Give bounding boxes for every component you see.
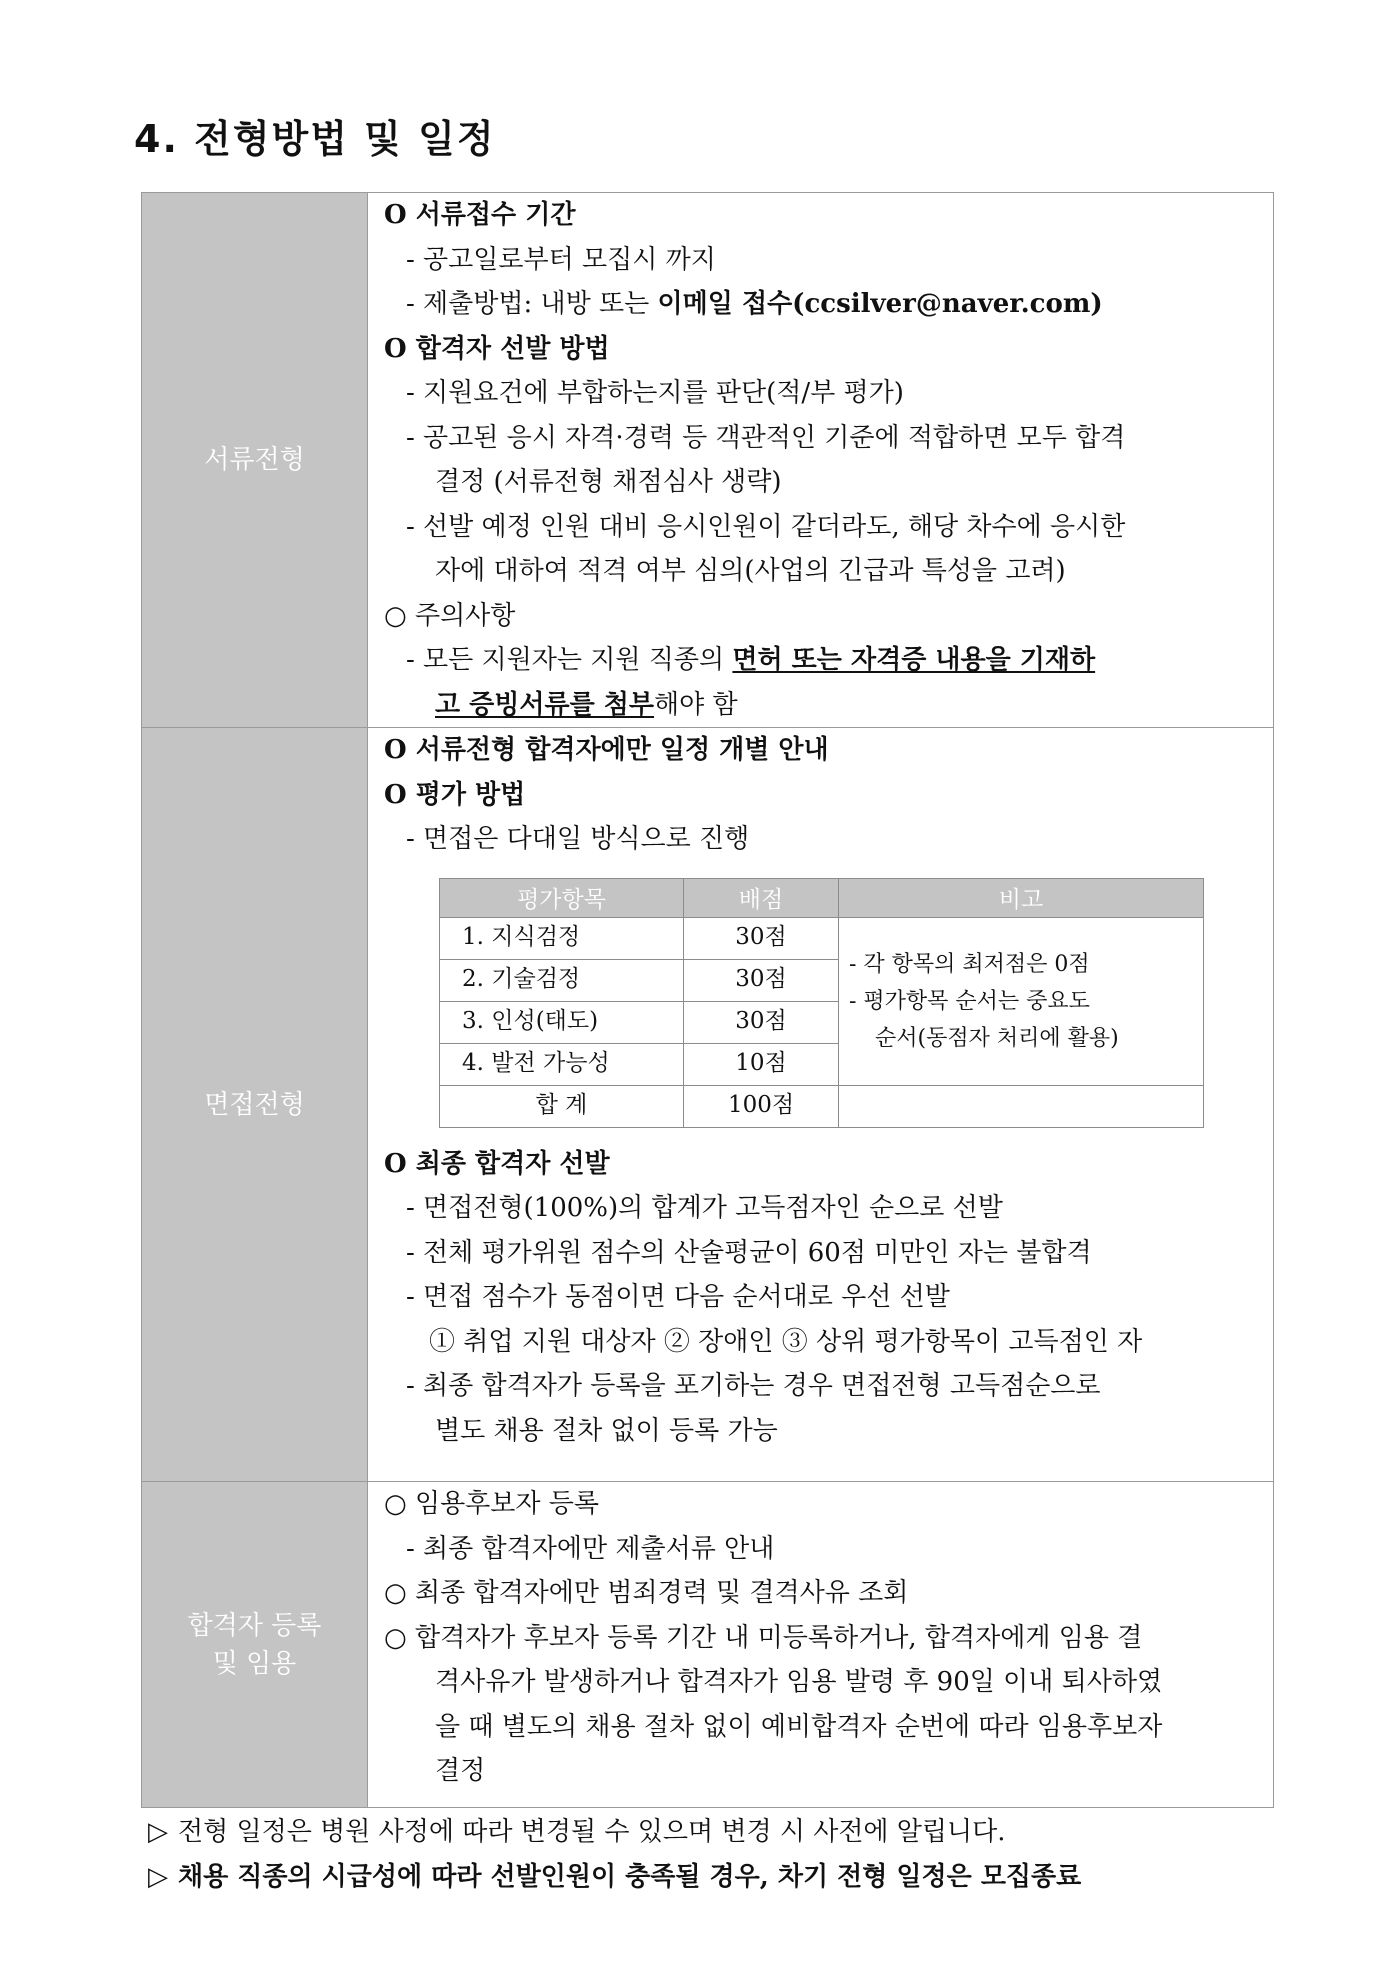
line-requirement-check: - 지원요건에 부합하는지를 판단(적/부 평가) <box>406 378 904 408</box>
evaluation-score: 10점 <box>684 1043 839 1085</box>
line-objective-criteria: - 공고된 응시 자격·경력 등 객관적인 기준에 적합하면 모두 합격 <box>406 422 1126 453</box>
row-document-screening <box>142 193 1274 728</box>
total-label: 합 계 <box>440 1085 684 1127</box>
evaluation-remarks <box>839 917 1204 1085</box>
heading-notes: ○ 주의사항 <box>384 600 516 631</box>
line-interview-format: - 면접은 다대일 방식으로 진행 <box>406 824 750 854</box>
row-interview <box>142 728 1274 1482</box>
line-objective-criteria-cont: 결정 (서류전형 채점심사 생략) <box>435 467 782 497</box>
line-applicant-count: - 선발 예정 인원 대비 응시인원이 같더라도, 해당 차수에 응시한 <box>406 511 1126 542</box>
total-remarks-empty <box>839 1085 1204 1127</box>
heading-evaluation-method: O 평가 방법 <box>384 779 526 810</box>
heading-application-period: O 서류접수 기간 <box>384 200 576 230</box>
heading-selection-method: O 합격자 선발 방법 <box>384 333 610 364</box>
label-interview: 면접전형 <box>142 728 368 1482</box>
line-document-notice: - 최종 합격자에만 제출서류 안내 <box>406 1533 775 1564</box>
line-reserve-candidate-cont3: 결정 <box>435 1756 486 1786</box>
line-license-notice-cont: 고 증빙서류를 첨부해야 함 <box>435 689 738 720</box>
license-emphasis: 면허 또는 자격증 내용을 기재하 <box>732 645 1096 675</box>
label-registration: 합격자 등록 및 임용 <box>142 1482 368 1808</box>
selection-schedule-table <box>141 192 1274 1808</box>
footer-urgency-note: ▷ 채용 직종의 시급성에 따라 선발인원이 충족될 경우, 차기 전형 일정은 모집종료 <box>148 1857 1081 1897</box>
line-fail-threshold: - 전체 평가위원 점수의 산술평균이 60점 미만인 자는 불합격 <box>406 1237 1092 1268</box>
email-submission: 이메일 접수(ccsilver@naver.com) <box>657 289 1103 319</box>
remark-line: - 평가항목 순서는 중요도 <box>849 988 1090 1014</box>
line-tie-break: - 면접 점수가 동점이면 다음 순서대로 우선 선발 <box>406 1282 950 1312</box>
line-final-ranking: - 면접전형(100%)의 합계가 고득점자인 순으로 선발 <box>406 1193 1003 1223</box>
line-period: - 공고일로부터 모집시 까지 <box>406 244 716 275</box>
triangle-right-icon: ▷ <box>148 1817 168 1847</box>
evaluation-header-row <box>440 878 1204 917</box>
heading-final-selection: O 최종 합격자 선발 <box>384 1148 610 1179</box>
footer-schedule-change-note: ▷ 전형 일정은 병원 사정에 따라 변경될 수 있으며 변경 시 사전에 알립니다. <box>148 1812 1006 1852</box>
section-title: 4. 전형방법 및 일정 <box>134 117 496 161</box>
table-row <box>440 917 1204 959</box>
header-score: 배점 <box>684 878 839 917</box>
evaluation-item: 1. 지식검정 <box>440 917 684 959</box>
remark-line: - 각 항목의 최저점은 0점 <box>849 951 1090 977</box>
evaluation-score: 30점 <box>684 1001 839 1043</box>
total-score: 100점 <box>684 1085 839 1127</box>
header-evaluation-item: 평가항목 <box>440 878 684 917</box>
evaluation-total-row <box>440 1085 1204 1127</box>
remark-line: 순서(동점자 처리에 활용) <box>875 1025 1119 1051</box>
line-reserve-candidate-cont1: 격사유가 발생하거나 합격자가 임용 발령 후 90일 이내 퇴사하였 <box>435 1667 1163 1697</box>
line-priority-order: ① 취업 지원 대상자 ② 장애인 ③ 상위 평가항목이 고득점인 자 <box>429 1326 1143 1357</box>
line-reserve-candidate-cont2: 을 때 별도의 채용 절차 없이 예비합격자 순번에 따라 임용후보자 <box>435 1711 1163 1742</box>
attach-proof-emphasis: 고 증빙서류를 첨부 <box>435 689 655 720</box>
evaluation-table <box>439 878 1204 1128</box>
evaluation-item: 4. 발전 가능성 <box>440 1043 684 1085</box>
line-reserve-candidate: ○ 합격자가 후보자 등록 기간 내 미등록하거나, 합격자에게 임용 결 <box>384 1622 1143 1653</box>
content-document-screening <box>368 193 1274 728</box>
label-document-screening: 서류전형 <box>142 193 368 728</box>
header-remarks: 비고 <box>839 878 1204 917</box>
heading-candidate-registration: ○ 임용후보자 등록 <box>384 1489 600 1519</box>
evaluation-item: 2. 기술검정 <box>440 959 684 1001</box>
line-submission-method: - 제출방법: 내방 또는 이메일 접수(ccsilver@naver.com) <box>406 289 1103 319</box>
line-forfeit-registration: - 최종 합격자가 등록을 포기하는 경우 면접전형 고득점순으로 <box>406 1371 1101 1401</box>
content-interview <box>368 728 1274 1482</box>
evaluation-score: 30점 <box>684 917 839 959</box>
triangle-right-icon: ▷ <box>148 1862 168 1892</box>
line-forfeit-registration-cont: 별도 채용 절차 없이 등록 가능 <box>435 1415 778 1446</box>
evaluation-item: 3. 인성(태도) <box>440 1001 684 1043</box>
line-license-notice: - 모든 지원자는 지원 직종의 면허 또는 자격증 내용을 기재하 <box>406 645 1096 675</box>
content-registration <box>368 1482 1274 1808</box>
line-applicant-count-cont: 자에 대하여 적격 여부 심의(사업의 긴급과 특성을 고려) <box>435 556 1066 586</box>
line-background-check: ○ 최종 합격자에만 범죄경력 및 결격사유 조회 <box>384 1578 909 1608</box>
row-registration <box>142 1482 1274 1808</box>
evaluation-score: 30점 <box>684 959 839 1001</box>
heading-interview-notice: O 서류전형 합격자에만 일정 개별 안내 <box>384 735 829 765</box>
